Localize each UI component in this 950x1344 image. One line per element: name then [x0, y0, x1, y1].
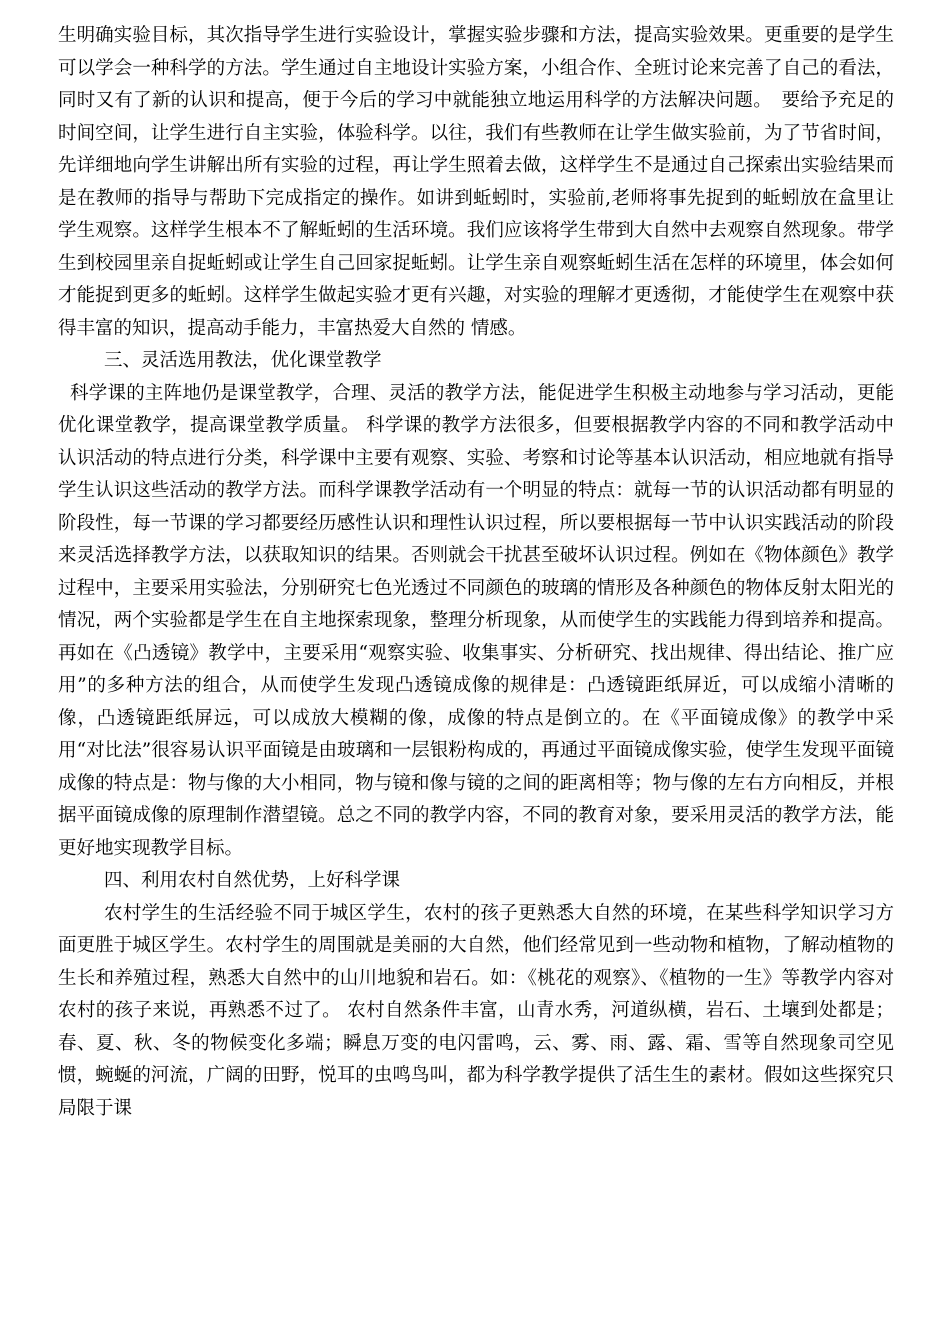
document-page — [58, 20, 894, 1125]
paragraph-experiment-guidance: 生明确实验目标，其次指导学生进行实验设计，掌握实验步骤和方法，提高实验效果。更重要的是学生可以学会一种科学的方法。学生通过自主地设计实验方案，小组合作、全班讨论来完善了自己的看法，同时又有了新的认识和提高，便于今后的学习中就能独立地运用科学的方法解决问题。 要给予充足的时间空间，让学生进行自主实验，体验科学。以往，我们有些教师在让学生做实验前，为了节省时间，先详细地向学生讲解出所有实验的过程，再让学生照着去做，这样学生不是通过自己探索出实验结果而是在教师的指导与帮助下完成指定的操作。如讲到蚯蚓时，实验前,老师将事先捉到的蚯蚓放在盒里让学生观察。这样学生根本不了解蚯蚓的生活环境。我们应该将学生带到大自然中去观察自然现象。带学生到校园里亲自捉蚯蚓或让学生自己回家捉蚯蚓。让学生亲自观察蚯蚓生活在怎样的环境里，体会如何才能捉到更多的蚯蚓。这样学生做起实验才更有兴趣，对实验的理解才更透彻，才能使学生在观察中获得丰富的知识，提高动手能力，丰富热爱大自然的 情感。 — [58, 25, 894, 339]
section-heading-3: 三、灵活选用教法，优化课堂教学 — [104, 350, 382, 371]
section-heading-4: 四、利用农村自然优势，上好科学课 — [104, 870, 401, 891]
paragraph-rural-advantage: 农村学生的生活经验不同于城区学生，农村的孩子更熟悉大自然的环境，在某些科学知识学习方面更胜于城区学生。农村学生的周围就是美丽的大自然，他们经常见到一些动物和植物，了解动植物的生长和养殖过程，熟悉大自然中的山川地貌和岩石。如：《桃花的观察》、《植物的一生》等教学内容对农村的孩子来说，再熟悉不过了。 农村自然条件丰富，山青水秀，河道纵横，岩石、土壤到处都是；春、夏、秋、冬的物候变化多端；瞬息万变的电闪雷鸣，云、雾、雨、露、霜、雪等自然现象司空见惯，蜿蜒的河流，广阔的田野，悦耳的虫鸣鸟叫，都为科学教学提供了活生生的素材。假如这些探究只局限于课 — [58, 902, 894, 1119]
paragraph-teaching-methods: 科学课的主阵地仍是课堂教学，合理、灵活的教学方法，能促进学生积极主动地参与学习活动，更能优化课堂教学，提高课堂教学质量。 科学课的教学方法很多，但要根据教学内容的不同和教学活动中认识活动的特点进行分类，科学课中主要有观察、实验、考察和讨论等基本认识活动，相应地就有指导学生认识这些活动的教学方法。而科学课教学活动有一个明显的特点：就每一节的认识活动都有明显的阶段性，每一节课的学习都要经历感性认识和理性认识过程，所以要根据每一节中认识实践活动的阶段来灵活选择教学方法，以获取知识的结果。否则就会干扰甚至破坏认识过程。例如在《物体颜色》教学过程中，主要采用实验法，分别研究七色光透过不同颜色的玻璃的情形及各种颜色的物体反射太阳光的情况，两个实验都是学生在自主地探索现象，整理分析现象，从而使学生的实践能力得到培养和提高。再如在《凸透镜》教学中，主要采用“观察实验、收集事实、分析研究、找出规律、得出结论、推广应用”的多种方法的组合，从而使学生发现凸透镜成像的规律是：凸透镜距纸屏近，可以成缩小清晰的像，凸透镜距纸屏远，可以成放大模糊的像，成像的特点是倒立的。在《平面镜成像》的教学中采用“对比法”很容易认识平面镜是由玻璃和一层银粉构成的，再通过平面镜成像实验，使学生发现平面镜成像的特点是：物与像的大小相同，物与镜和像与镜的之间的距离相等；物与像的左右方向相反，并根据平面镜成像的原理制作潜望镜。总之不同的教学内容，不同的教育对象，要采用灵活的教学方法，能更好地实现教学目标。 — [58, 382, 894, 859]
